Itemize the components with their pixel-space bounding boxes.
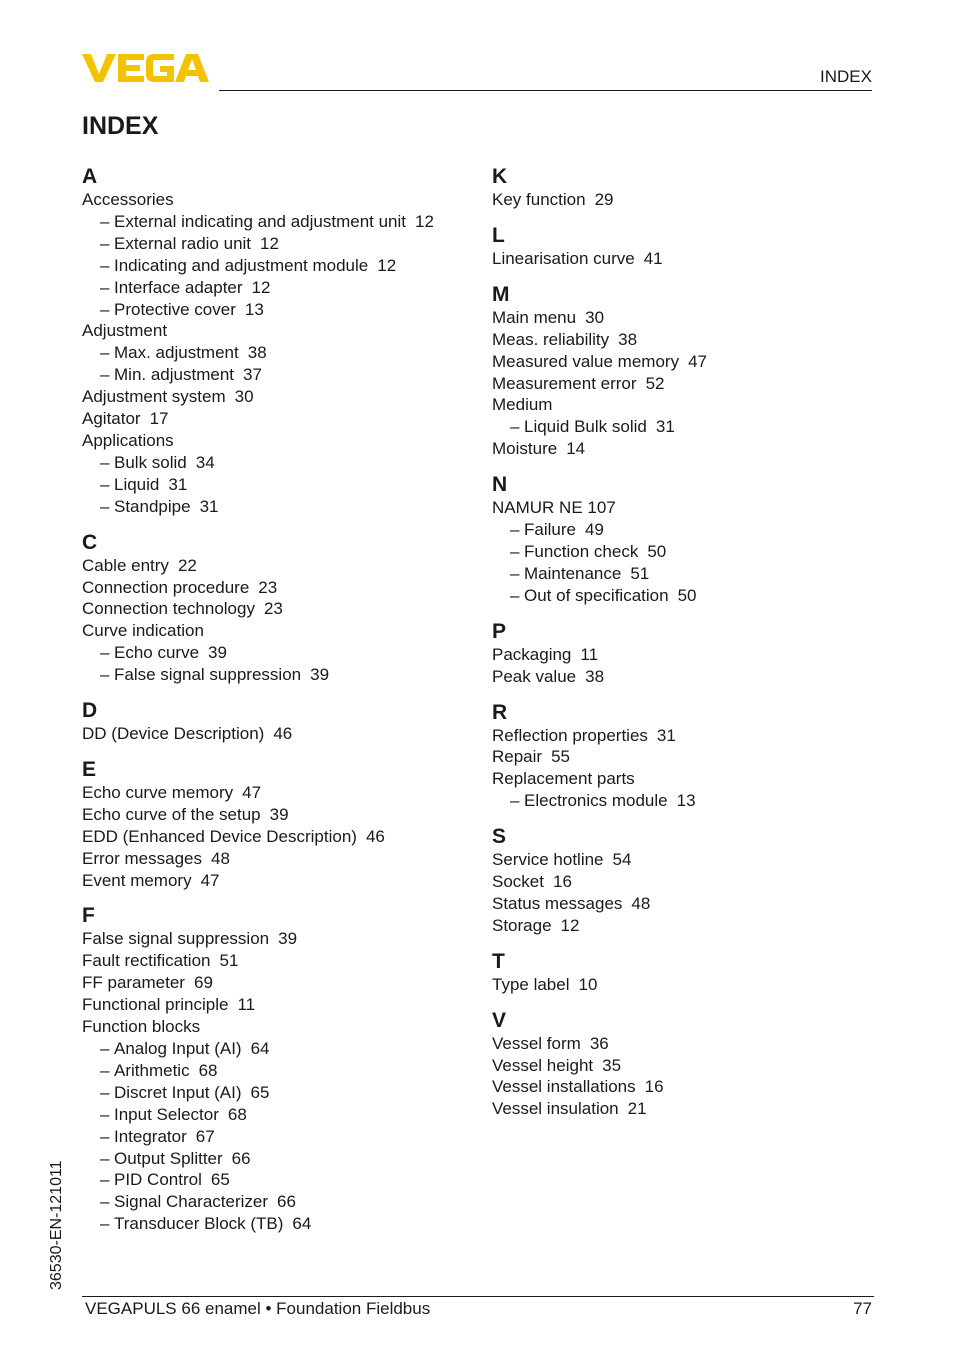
entry-page-number: 12 [377,255,397,275]
subentry-dash: – [100,1039,110,1058]
index-letter: A [82,165,98,188]
subentry-dash: – [100,1082,110,1102]
entry-page-number: 67 [195,1126,215,1146]
index-letter: M [492,282,510,306]
subentry-dash: – [100,1126,110,1146]
index-entry [492,329,872,351]
entry-term: Liquid Bulk solid [524,417,647,437]
entry-page-number: 41 [643,248,663,268]
subentry-dash: – [100,343,110,363]
entry-term: Medium [492,395,553,415]
entry-term: Analog Input (AI) [114,1039,242,1058]
entry-page-number: 54 [612,850,632,870]
vega-logo [82,52,212,84]
index-entry [492,644,872,666]
entry-term: Status messages [492,893,623,913]
subentry-dash: – [510,585,520,605]
entry-page-number: 68 [198,1060,218,1080]
entry-term: Transducer Block (TB) [114,1214,284,1234]
index-entry [492,1055,872,1077]
index-entry [82,408,482,430]
entry-term: Indicating and adjustment module [114,255,369,275]
entry-term: NAMUR NE 107 [492,498,616,518]
entry-page-number: 52 [645,373,665,393]
entry-page-number: 30 [234,387,254,407]
index-letter: D [82,699,98,723]
subentry-dash: – [100,1192,110,1212]
index-entry [492,394,872,416]
entry-term: Curve indication [82,621,204,641]
index-subentry [82,342,482,364]
entry-term: Min. adjustment [114,365,234,385]
entry-term: Liquid [114,474,160,494]
footer-rule [82,1296,874,1297]
entry-page-number: 48 [210,848,230,868]
index-subentry [82,1191,482,1213]
entry-term: DD (Device Description) [82,724,265,744]
entry-page-number: 14 [566,439,586,459]
page-title: INDEX [82,112,159,140]
index-entry [492,307,872,329]
entry-term: Adjustment system [82,387,226,407]
entry-page-number: 39 [269,804,289,824]
index-section [82,699,482,745]
index-entry [82,598,482,620]
entry-page-number: 13 [244,299,264,319]
index-subentry [492,541,872,563]
index-section [82,758,482,892]
subentry-dash: – [100,255,110,275]
index-entry [492,1033,872,1055]
subentry-dash: – [100,496,110,516]
index-entry [82,620,482,642]
entry-term: Vessel height [492,1055,594,1075]
index-section [492,950,872,996]
entry-page-number: 30 [585,307,605,327]
entry-page-number: 51 [219,951,239,971]
subentry-dash: – [100,1170,110,1190]
footer-page-number: 77 [853,1299,872,1318]
index-entry [82,848,482,870]
entry-page-number: 68 [227,1104,247,1124]
entry-page-number: 31 [168,474,188,494]
entry-term: Repair [492,747,543,767]
index-subentry [492,790,872,812]
subentry-dash: – [100,474,110,494]
index-subentry [82,233,482,255]
entry-page-number: 39 [278,929,298,949]
index-entry [492,373,872,395]
entry-term: Discret Input (AI) [114,1082,242,1102]
entry-term: EDD (Enhanced Device Description) [82,826,357,846]
subentry-dash: – [100,665,110,685]
index-subentry [82,452,482,474]
index-subentry [82,211,482,233]
index-column-right [492,165,872,1133]
entry-page-number: 17 [149,409,169,429]
entry-term: External indicating and adjustment unit [114,211,407,231]
index-subentry [82,1082,482,1104]
index-entry [82,870,482,892]
index-section [492,283,872,460]
index-entry [492,746,872,768]
subentry-dash: – [510,791,520,811]
entry-term: Measured value memory [492,351,680,371]
index-subentry [82,1169,482,1191]
entry-term: Type label [492,974,570,994]
subentry-dash: – [100,277,110,297]
entry-term: Output Splitter [114,1148,223,1168]
index-section [492,620,872,688]
entry-term: External radio unit [114,233,252,253]
entry-term: Interface adapter [114,277,243,297]
entry-page-number: 46 [365,826,385,846]
index-entry [82,723,482,745]
index-entry [82,189,482,211]
subentry-dash: – [100,1148,110,1168]
entry-page-number: 16 [552,872,572,892]
index-letter: E [82,757,97,781]
index-entry [492,725,872,747]
entry-page-number: 39 [310,665,330,685]
index-subentry [82,364,482,386]
entry-term: Bulk solid [114,452,187,472]
index-entry [492,915,872,937]
index-subentry [492,563,872,585]
index-section [492,825,872,937]
entry-term: Signal Characterizer [114,1192,269,1212]
header-section-label: INDEX [820,67,872,86]
entry-term: Electronics module [524,791,668,811]
entry-page-number: 38 [618,329,638,349]
index-entry [492,666,872,688]
subentry-dash: – [100,643,110,663]
index-entry [492,768,872,790]
entry-term: False signal suppression [82,929,270,949]
entry-term: Echo curve [114,643,200,663]
index-entry [492,849,872,871]
entry-page-number: 29 [594,190,614,209]
entry-term: Reflection properties [492,725,648,745]
entry-page-number: 39 [208,643,227,663]
entry-page-number: 34 [195,452,215,472]
index-subentry [82,255,482,277]
entry-page-number: 35 [602,1055,622,1075]
index-letter: F [82,904,95,928]
entry-term: Peak value [492,666,577,686]
entry-page-number: 66 [231,1148,251,1168]
entry-term: Adjustment [82,321,168,341]
entry-page-number: 51 [630,563,650,583]
index-column-left [82,165,482,1248]
entry-term: Service hotline [492,850,604,870]
subentry-dash: – [100,233,110,253]
subentry-dash: – [100,1104,110,1124]
entry-page-number: 23 [263,599,283,619]
index-entry [492,871,872,893]
index-entry [492,438,872,460]
entry-page-number: 31 [656,725,676,745]
entry-term: Function blocks [82,1017,201,1037]
index-entry [82,826,482,848]
index-entry [492,893,872,915]
entry-term: Max. adjustment [114,343,239,363]
entry-term: Echo curve of the setup [82,804,261,824]
entry-term: Linearisation curve [492,248,635,268]
index-subentry [82,1126,482,1148]
entry-page-number: 50 [677,585,697,605]
entry-page-number: 64 [250,1039,270,1058]
entry-term: Protective cover [114,299,236,319]
entry-page-number: 69 [193,973,213,993]
entry-page-number: 65 [210,1170,230,1190]
entry-term: Connection procedure [82,577,250,597]
entry-term: Failure [524,520,576,540]
index-entry [82,386,482,408]
vega-logo-icon [82,52,212,84]
entry-page-number: 22 [177,555,197,575]
index-letter: T [492,949,505,973]
index-subentry [492,416,872,438]
entry-page-number: 50 [647,541,667,561]
index-section [82,531,482,686]
index-letter: N [492,473,508,497]
entry-page-number: 64 [292,1214,312,1234]
subentry-dash: – [100,1060,110,1080]
entry-page-number: 12 [560,915,580,935]
subentry-dash: – [100,211,110,231]
entry-term: Storage [492,915,552,935]
entry-page-number: 16 [644,1077,664,1097]
entry-term: Function check [524,541,639,561]
index-subentry [82,664,482,686]
entry-page-number: 55 [551,747,571,767]
entry-term: Moisture [492,439,558,459]
index-entry [492,351,872,373]
entry-term: Socket [492,872,544,892]
index-entry [82,950,482,972]
entry-term: Replacement parts [492,769,635,789]
index-entry [82,320,482,342]
entry-term: PID Control [114,1170,202,1190]
entry-term: Standpipe [114,496,191,516]
entry-page-number: 36 [589,1033,609,1053]
subentry-dash: – [510,563,520,583]
entry-page-number: 48 [631,893,651,913]
entry-page-number: 49 [584,520,604,540]
index-entry [492,1098,872,1120]
index-section [492,701,872,813]
index-subentry [82,277,482,299]
index-section [492,165,872,211]
footer-product: VEGAPULS 66 enamel • Foundation Fieldbus [85,1299,431,1318]
index-subentry [82,1060,482,1082]
index-section [492,473,872,607]
entry-page-number: 10 [578,974,598,994]
entry-page-number: 12 [260,233,279,253]
entry-term: Integrator [114,1126,187,1146]
index-entry [82,782,482,804]
index-subentry [82,474,482,496]
index-entry [82,577,482,599]
entry-page-number: 21 [627,1099,647,1119]
entry-page-number: 38 [585,666,605,686]
index-subentry [82,642,482,664]
entry-term: Accessories [82,190,174,209]
index-entry [82,555,482,577]
entry-page-number: 12 [251,277,271,297]
entry-term: Vessel form [492,1033,581,1053]
entry-page-number: 47 [688,351,707,371]
index-entry [82,994,482,1016]
entry-page-number: 65 [250,1082,270,1102]
subentry-dash: – [100,1214,110,1234]
index-letter: K [492,165,508,188]
index-entry [82,1016,482,1038]
index-letter: L [492,223,505,247]
subentry-dash: – [510,541,520,561]
entry-page-number: 13 [676,791,696,811]
entry-term: Vessel insulation [492,1099,619,1119]
entry-term: FF parameter [82,973,185,993]
entry-term: Applications [82,430,174,450]
entry-term: Input Selector [114,1104,219,1124]
index-section [492,1009,872,1121]
index-section [492,224,872,270]
index-subentry [492,585,872,607]
index-entry [492,974,872,996]
index-subentry [82,1148,482,1170]
index-entry [82,972,482,994]
index-entry [82,430,482,452]
entry-term: Cable entry [82,555,169,575]
subentry-dash: – [100,365,110,385]
entry-term: Fault rectification [82,951,211,971]
index-letter: S [492,825,507,849]
entry-page-number: 38 [247,343,267,363]
index-subentry [82,1038,482,1060]
entry-term: Key function [492,190,586,209]
index-subentry [82,496,482,518]
entry-term: Measurement error [492,373,637,393]
entry-term: Agitator [82,409,141,429]
index-letter: C [82,530,98,554]
document-code: 36530-EN-121011 [48,1160,65,1290]
index-entry [492,1076,872,1098]
index-entry [82,804,482,826]
index-subentry [492,519,872,541]
entry-term: Functional principle [82,995,229,1015]
entry-term: Arithmetic [114,1060,190,1080]
index-entry [82,928,482,950]
index-subentry [82,1213,482,1235]
index-letter: P [492,619,507,643]
subentry-dash: – [510,417,520,437]
entry-page-number: 37 [243,365,262,385]
entry-term: Main menu [492,307,577,327]
subentry-dash: – [100,299,110,319]
entry-term: Event memory [82,870,192,890]
index-entry [492,497,872,519]
entry-page-number: 47 [200,870,220,890]
entry-term: Connection technology [82,599,255,619]
entry-term: Maintenance [524,563,622,583]
entry-term: Out of specification [524,585,669,605]
index-letter: R [492,700,508,724]
entry-term: Echo curve memory [82,782,234,802]
index-letter: V [492,1008,507,1032]
index-section [82,904,482,1235]
entry-page-number: 46 [273,724,293,744]
entry-page-number: 47 [242,782,262,802]
entry-page-number: 11 [237,995,256,1015]
index-section [82,165,482,518]
entry-term: False signal suppression [114,665,302,685]
entry-term: Meas. reliability [492,329,610,349]
entry-page-number: 31 [655,417,675,437]
index-entry [492,189,872,211]
entry-page-number: 12 [415,211,434,231]
index-entry [492,248,872,270]
index-subentry [82,299,482,321]
entry-page-number: 66 [277,1192,296,1212]
index-subentry [82,1104,482,1126]
header-rule [219,90,872,91]
subentry-dash: – [510,520,520,540]
entry-term: Packaging [492,644,572,664]
subentry-dash: – [100,452,110,472]
entry-page-number: 31 [199,496,219,516]
entry-page-number: 11 [580,644,599,664]
entry-term: Vessel installations [492,1077,636,1097]
entry-page-number: 23 [258,577,278,597]
entry-term: Error messages [82,848,202,868]
